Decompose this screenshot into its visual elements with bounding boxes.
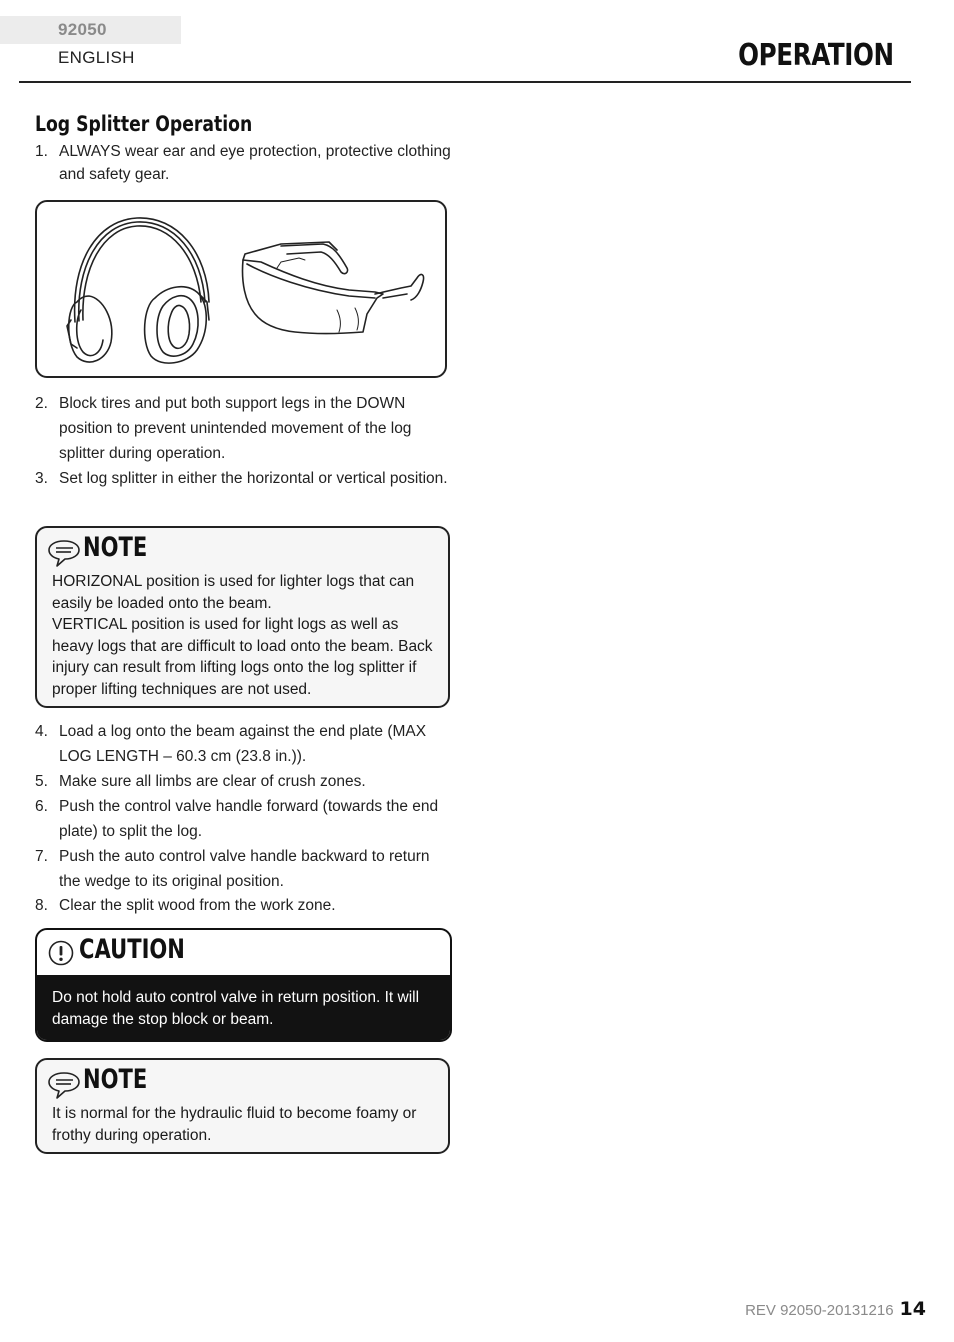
list-item [35, 769, 455, 794]
step-text: Set log splitter in either the horizontal or vertical position. [59, 470, 448, 487]
step-number: 1. [35, 143, 48, 160]
list-item [35, 391, 455, 466]
step-text: Push the auto control valve handle backward to return the wedge to its original position. [59, 848, 430, 890]
note-title: NOTE [83, 1064, 148, 1095]
language-label: ENGLISH [58, 48, 135, 67]
caution-title: CAUTION [79, 934, 185, 965]
safety-glasses-icon [37, 202, 445, 376]
ppe-illustration [35, 200, 447, 378]
page-title: Log Splitter Operation [35, 112, 253, 136]
step-number: 3. [35, 470, 48, 487]
list-item [35, 844, 455, 894]
step-text: Clear the split wood from the work zone. [59, 897, 336, 914]
list-item [35, 140, 455, 186]
step-number: 2. [35, 395, 48, 412]
model-number: 92050 [58, 20, 107, 39]
step-number: 6. [35, 798, 48, 815]
page-footer [745, 1298, 926, 1320]
note-paragraph: HORIZONAL position is used for lighter logs that can easily be loaded onto the beam. [52, 573, 415, 612]
model-language-tag [0, 16, 181, 67]
step-number: 7. [35, 848, 48, 865]
section-heading: OPERATION [738, 38, 894, 73]
caution-text: Do not hold auto control valve in return position. It will damage the stop block or beam. [52, 989, 420, 1028]
caution-box [35, 928, 452, 1042]
note-box [35, 1058, 450, 1154]
note-title: NOTE [83, 532, 148, 563]
note-paragraph: VERTICAL position is used for light logs as well as heavy logs that are difficult to load onto the beam. Back injury can result from lifting logs onto the log splitter if proper lifting techniques are not used. [52, 616, 433, 698]
list-item [35, 719, 455, 769]
page-number: 14 [899, 1298, 926, 1320]
caution-message-band [37, 975, 450, 1040]
step-text: Push the control valve handle forward (towards the end plate) to split the log. [59, 798, 439, 840]
step-text: ALWAYS wear ear and eye protection, protective clothing and safety gear. [59, 143, 451, 183]
note-body [52, 571, 434, 700]
list-item [35, 794, 455, 844]
exclamation-circle-icon [47, 939, 75, 967]
step-number: 4. [35, 723, 48, 740]
step-number: 5. [35, 773, 48, 790]
list-item [35, 466, 455, 491]
note-bubble-icon [47, 538, 81, 568]
header-divider [19, 81, 911, 83]
revision-label: REV 92050-20131216 [745, 1302, 894, 1319]
note-paragraph: It is normal for the hydraulic fluid to become foamy or frothy during operation. [52, 1105, 417, 1144]
step-text: Block tires and put both support legs in the DOWN position to prevent unintended movement of the log splitter during operation. [59, 395, 412, 462]
note-bubble-icon [47, 1070, 81, 1100]
note-body [52, 1103, 434, 1146]
step-text: Load a log onto the beam against the end plate (MAX LOG LENGTH – 60.3 cm (23.8 in.)). [59, 723, 427, 765]
step-number: 8. [35, 897, 48, 914]
note-box [35, 526, 450, 708]
step-text: Make sure all limbs are clear of crush zones. [59, 773, 366, 790]
list-item [35, 893, 455, 918]
